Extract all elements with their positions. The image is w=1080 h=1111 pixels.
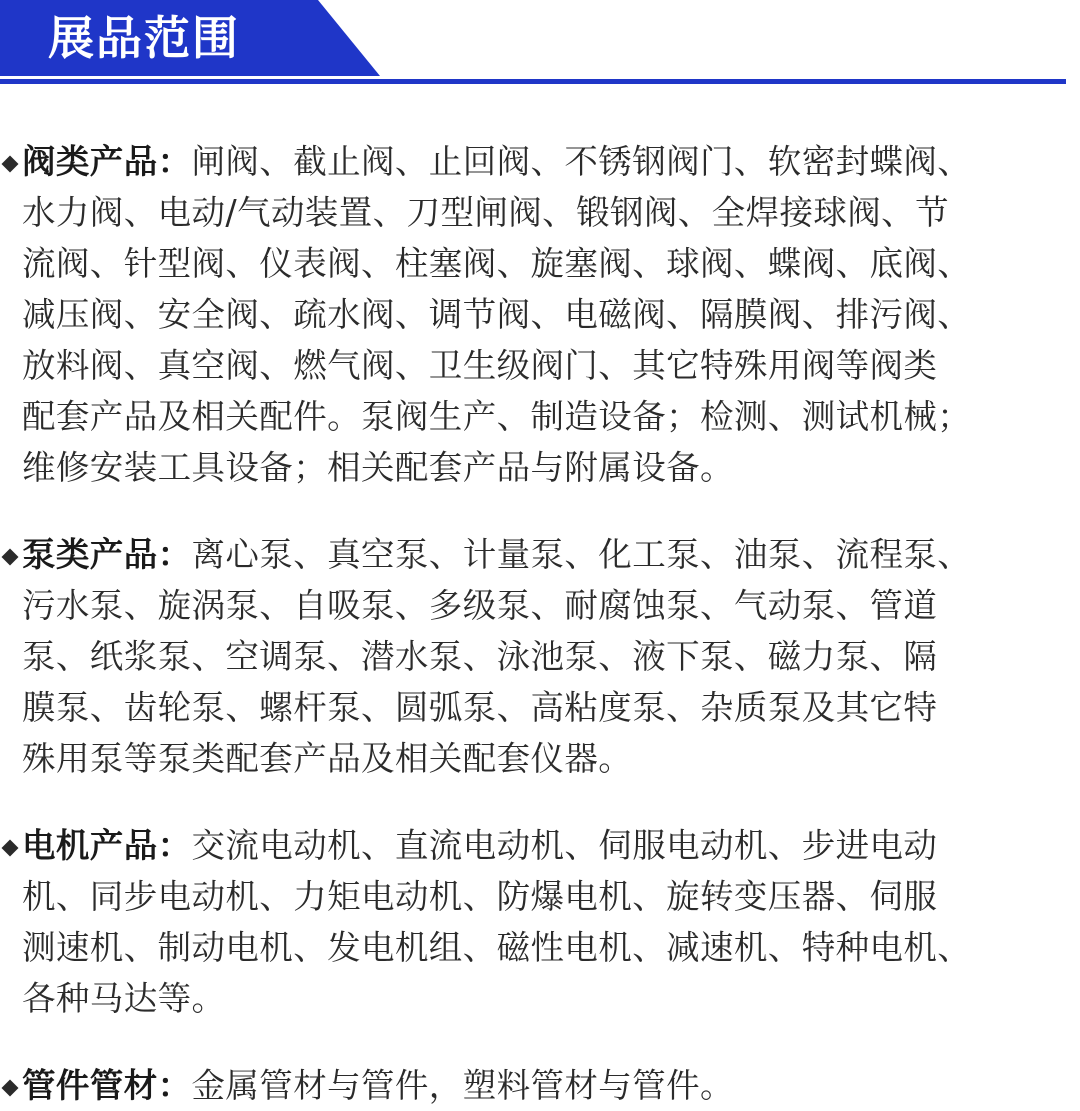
- section-label: 管件管材：: [22, 1066, 192, 1105]
- section-label: 电机产品：: [22, 826, 192, 865]
- section-line: 污水泵、旋涡泵、自吸泵、多级泵、耐腐蚀泵、气动泵、管道: [22, 586, 938, 625]
- section-line: 维修安装工具设备；相关配套产品与附属设备。: [22, 448, 734, 487]
- motor-products-section: [0, 820, 1080, 1024]
- title-underline: [0, 79, 1066, 84]
- section-line: 膜泵、齿轮泵、螺杆泵、圆弧泵、高粘度泵、杂质泵及其它特: [22, 688, 938, 727]
- section-line: [0, 529, 1080, 580]
- section-text: 离心泵、真空泵、计量泵、化工泵、油泵、流程泵、: [191, 535, 972, 574]
- section-label: 阀类产品：: [22, 142, 192, 181]
- section-label: 泵类产品：: [22, 535, 192, 574]
- section-line: 减压阀、安全阀、疏水阀、调节阀、电磁阀、隔膜阀、排污阀、: [22, 295, 972, 334]
- pump-products-section: [0, 529, 1080, 784]
- section-text: 闸阀、截止阀、止回阀、不锈钢阀门、软密封蝶阀、: [191, 142, 972, 181]
- section-line: 殊用泵等泵类配套产品及相关配套仪器。: [22, 739, 633, 778]
- section-line: [0, 136, 1080, 187]
- exhibit-scope-content: [0, 136, 1080, 1111]
- section-text: 金属管材与管件，塑料管材与管件。: [191, 1066, 734, 1105]
- section-line: [0, 820, 1080, 871]
- valve-products-section: [0, 136, 1080, 493]
- section-line: 泵、纸浆泵、空调泵、潜水泵、泳池泵、液下泵、磁力泵、隔: [22, 637, 938, 676]
- section-line: [0, 1060, 1080, 1111]
- section-line: 测速机、制动电机、发电机组、磁性电机、减速机、特种电机、: [22, 928, 972, 967]
- section-line: 水力阀、电动/气动装置、刀型闸阀、锻钢阀、全焊接球阀、节: [22, 193, 949, 232]
- section-line: 配套产品及相关配件。泵阀生产、制造设备；检测、测试机械；: [22, 397, 972, 436]
- section-text: 交流电动机、直流电动机、伺服电动机、步进电动: [191, 826, 938, 865]
- section-line: 各种马达等。: [22, 979, 226, 1018]
- section-line: 放料阀、真空阀、燃气阀、卫生级阀门、其它特殊用阀等阀类: [22, 346, 938, 385]
- pipe-products-section: [0, 1060, 1080, 1111]
- section-line: 流阀、针型阀、仪表阀、柱塞阀、旋塞阀、球阀、蝶阀、底阀、: [22, 244, 972, 283]
- section-title: 展品范围: [48, 11, 240, 65]
- section-line: 机、同步电动机、力矩电动机、防爆电机、旋转变压器、伺服: [22, 877, 938, 916]
